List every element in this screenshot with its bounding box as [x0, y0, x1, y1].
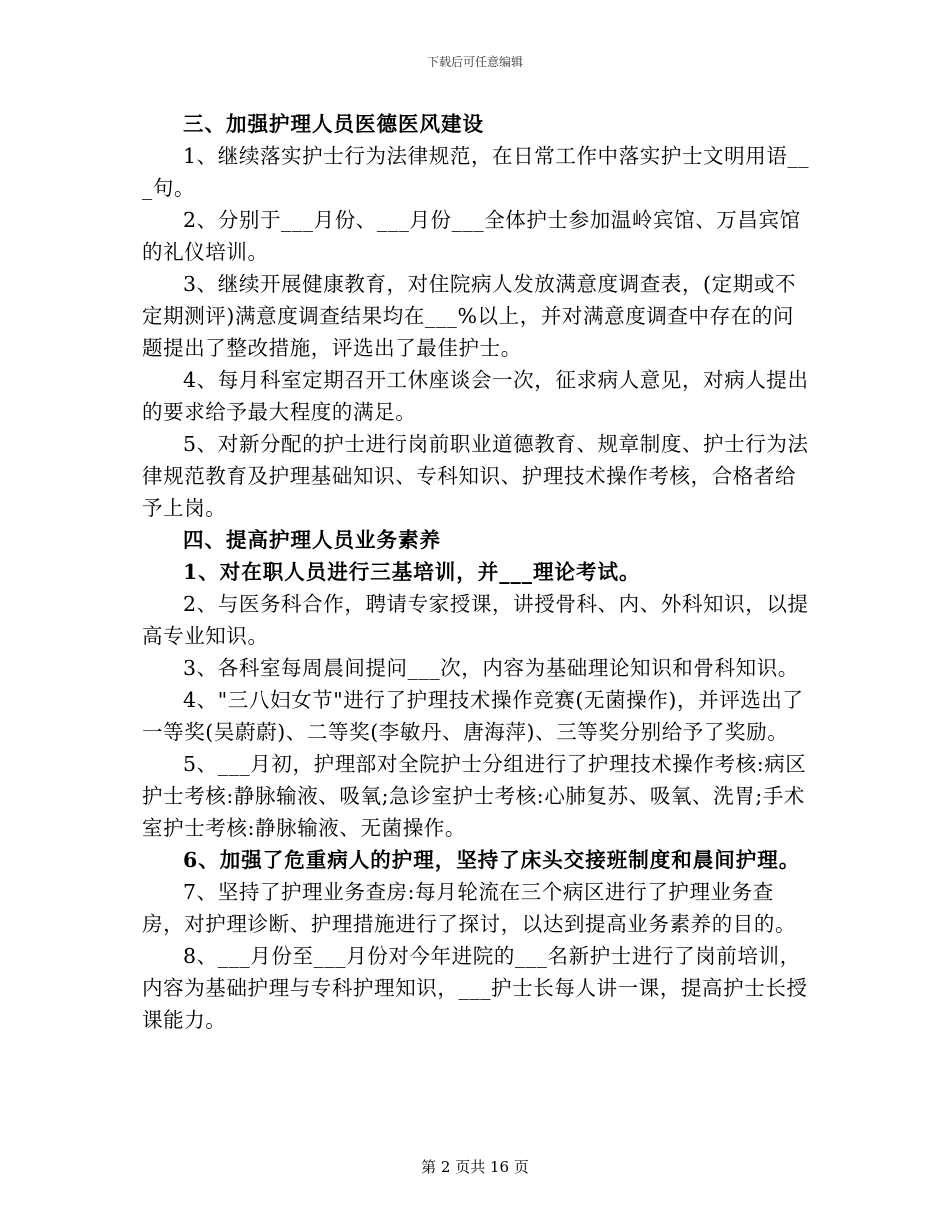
paragraph: 2、分别于___月份、___月份___全体护士参加温岭宾馆、万昌宾馆的礼仪培训。: [142, 208, 801, 264]
section-heading-3: 三、加强护理人员医德医风建设: [183, 112, 484, 136]
paragraph: 5、对新分配的护士进行岗前职业道德教育、规章制度、护士行为法律规范教育及护理基础知识、专科知识、护理技术操作考核，合格者给予上岗。: [142, 432, 809, 520]
paragraph: 7、坚持了护理业务查房:每月轮流在三个病区进行了护理业务查房，对护理诊断、护理措施进行了探讨，以达到提高业务素养的目的。: [142, 880, 797, 936]
paragraph: 2、与医务科合作，聘请专家授课，讲授骨科、内、外科知识，以提高专业知识。: [142, 592, 809, 648]
paragraph-bold: 1、对在职人员进行三基培训，并___理论考试。: [183, 560, 641, 584]
paragraph: 1、继续落实护士行为法律规范，在日常工作中落实护士文明用语___句。: [142, 144, 810, 200]
section-heading-4: 四、提高护理人员业务素养: [183, 528, 441, 552]
paragraph: 5、___月初，护理部对全院护士分组进行了护理技术操作考核:病区护士考核:静脉输液、吸氧;急诊室护士考核:心肺复苏、吸氧、洗胃;手术室护士考核:静脉输液、无菌操作。: [142, 752, 807, 840]
page-number: 第 2 页共 16 页: [421, 1158, 529, 1176]
paragraph-bold: 6、加强了危重病人的护理，坚持了床头交接班制度和晨间护理。: [183, 848, 801, 872]
paragraph: 4、每月科室定期召开工休座谈会一次，征求病人意见，对病人提出的要求给予最大程度的满足。: [142, 368, 809, 424]
paragraph: 3、继续开展健康教育，对住院病人发放满意度调查表，(定期或不定期测评)满意度调查结果均在___%以上，并对满意度调查中存在的问题提出了整改措施，评选出了最佳护士。: [142, 272, 797, 360]
header-note: 下载后可任意编辑: [426, 55, 523, 69]
document-body: [142, 108, 810, 1036]
paragraph: 3、各科室每周晨间提问___次，内容为基础理论知识和骨科知识。: [183, 656, 799, 680]
paragraph: 8、___月份至___月份对今年进院的___名新护士进行了岗前培训，内容为基础护理与专科护理知识，___护士长每人讲一课，提高护士长授课能力。: [142, 944, 808, 1032]
paragraph: 4、"三八妇女节"进行了护理技术操作竞赛(无菌操作)，并评选出了一等奖(吴蔚蔚)、二等奖(李敏丹、唐海萍)、三等奖分别给予了奖励。: [142, 688, 804, 744]
